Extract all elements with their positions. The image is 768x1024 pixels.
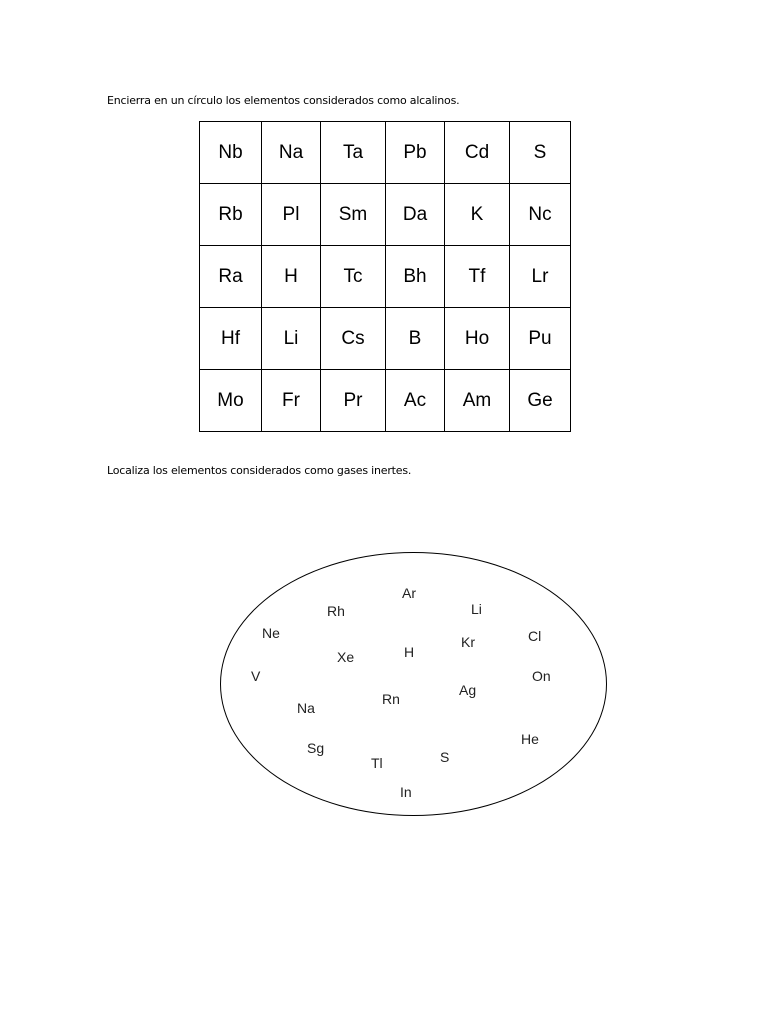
oval-element[interactable]: Rn (382, 691, 400, 707)
grid-cell[interactable]: S (510, 122, 571, 184)
grid-cell[interactable]: H (262, 246, 321, 308)
grid-cell[interactable]: Hf (200, 308, 262, 370)
grid-cell[interactable]: K (445, 184, 510, 246)
grid-cell[interactable]: Cd (445, 122, 510, 184)
grid-cell[interactable]: Da (386, 184, 445, 246)
element-grid (199, 121, 571, 432)
oval-element[interactable]: In (400, 784, 412, 800)
grid-cell[interactable]: Mo (200, 370, 262, 432)
grid-cell[interactable]: Nc (510, 184, 571, 246)
oval-element[interactable]: Xe (337, 649, 355, 665)
oval-element[interactable]: V (251, 668, 261, 684)
instruction-alkali: Encierra en un círculo los elementos considerados como alcalinos. (107, 94, 460, 107)
oval-element[interactable]: H (404, 644, 415, 660)
grid-cell[interactable]: Tf (445, 246, 510, 308)
oval-element[interactable]: On (532, 668, 551, 684)
oval-element[interactable]: Cl (528, 628, 542, 644)
grid-cell[interactable]: Pl (262, 184, 321, 246)
grid-cell[interactable]: Am (445, 370, 510, 432)
grid-cell[interactable]: Fr (262, 370, 321, 432)
oval-element[interactable]: Na (297, 700, 315, 716)
grid-cell[interactable]: Ho (445, 308, 510, 370)
grid-cell[interactable]: Tc (321, 246, 386, 308)
oval-element[interactable]: S (440, 749, 450, 765)
grid-cell[interactable]: Lr (510, 246, 571, 308)
instruction-noble-gases: Localiza los elementos considerados como gases inertes. (107, 464, 412, 477)
oval-element[interactable]: Rh (327, 603, 345, 619)
oval-element[interactable]: Li (471, 601, 482, 617)
grid-row (200, 370, 571, 432)
grid-cell[interactable]: Ra (200, 246, 262, 308)
grid-cell[interactable]: Nb (200, 122, 262, 184)
oval-element[interactable]: Ag (459, 682, 477, 698)
oval-element[interactable]: Sg (307, 740, 325, 756)
grid-cell[interactable]: Rb (200, 184, 262, 246)
grid-cell[interactable]: Pb (386, 122, 445, 184)
grid-cell[interactable]: Pr (321, 370, 386, 432)
oval-element[interactable]: Kr (461, 634, 475, 650)
grid-row (200, 184, 571, 246)
grid-row (200, 308, 571, 370)
grid-cell[interactable]: Cs (321, 308, 386, 370)
grid-row (200, 246, 571, 308)
oval-element[interactable]: Ne (262, 625, 280, 641)
grid-cell[interactable]: Ac (386, 370, 445, 432)
grid-cell[interactable]: Li (262, 308, 321, 370)
grid-cell[interactable]: Sm (321, 184, 386, 246)
grid-cell[interactable]: Ta (321, 122, 386, 184)
oval-element[interactable]: Ar (402, 585, 416, 601)
grid-cell[interactable]: B (386, 308, 445, 370)
grid-cell[interactable]: Bh (386, 246, 445, 308)
grid-row (200, 122, 571, 184)
grid-cell[interactable]: Pu (510, 308, 571, 370)
oval-element[interactable]: He (521, 731, 539, 747)
grid-cell[interactable]: Ge (510, 370, 571, 432)
oval-element[interactable]: Tl (371, 755, 383, 771)
grid-cell[interactable]: Na (262, 122, 321, 184)
